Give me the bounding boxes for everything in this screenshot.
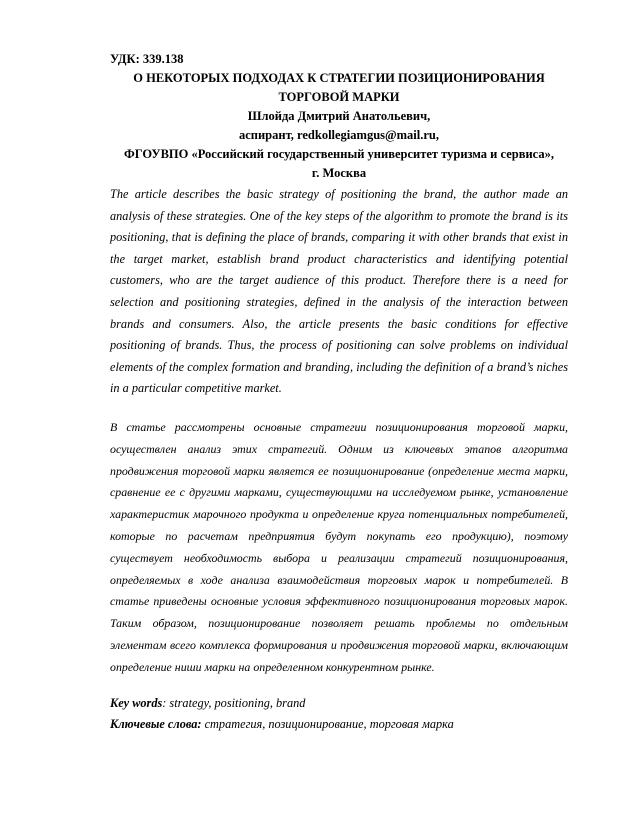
abstract-english: The article describes the basic strategy of positioning the brand, the author made an analysis of these strategies. One of the key steps of the algorithm to promote the brand is its positioning, that is defining the place of brands, comparing it with other brands that exist in the target market, establish brand product characteristics and identifying potential customers, who are the target audience of this product. Therefore there is a need for selection and positioning strategies, defined in the analysis of the interaction between brands and consumers. Also, the article presents the basic conditions for effective positioning of brands. Thus, the process of positioning can solve problems on individual elements of the complex formation and branding, including the definition of a brand’s niches in a particular competitive market. bbox=[110, 187, 568, 396]
abstract-russian: В статье рассмотрены основные стратегии позиционирования торговой марки, осуществлен анализ этих стратегий. Одним из ключевых этапов алгоритма продвижения торговой марки является ее позиционирование (определение места марки, сравнение ее с другими марками, существующими на исследуемом рынке, установление характеристик марочного продукта и определение круга потенциальных потребителей, которые по расчетам предприятия будут покупать его продукцию), поэтому существует необходимость выбора и реализации стратегий позиционирования, определяемых в ходе анализа взаимодействия торговых марок и потребителей. В статье приведены основные условия эффективного позиционирования торговых марок. Таким образом, позиционирование позволяет решать проблемы по отдельным элементам всего комплекса формирования и продвижения торговой марки, включающим определение ниши марки на определенном конкурентном рынке. bbox=[110, 419, 568, 674]
keywords-russian-value: стратегия, позиционирование, торговая марка bbox=[201, 716, 454, 731]
keywords-english-value: : strategy, positioning, brand bbox=[162, 695, 306, 710]
title-line-2: ТОРГОВОЙ МАРКИ bbox=[278, 90, 400, 104]
udc-code: УДК: 339.138 bbox=[110, 52, 184, 66]
keywords-english-label: Key words bbox=[110, 695, 163, 710]
title-line-1: О НЕКОТОРЫХ ПОДХОДАХ К СТРАТЕГИИ ПОЗИЦИОНИРОВАНИЯ bbox=[133, 71, 545, 85]
keywords-russian-label: Ключевые слова: bbox=[110, 716, 202, 731]
author-affiliation: ФГОУВПО «Российский государственный университет туризма и сервиса», bbox=[124, 147, 554, 161]
author-position-email: аспирант, redkollegiamgus@mail.ru, bbox=[238, 128, 439, 142]
keywords-english bbox=[110, 693, 568, 714]
author-name: Шлойда Дмитрий Анатольевич, bbox=[247, 109, 431, 123]
document-page bbox=[110, 50, 568, 735]
author-city: г. Москва bbox=[311, 166, 367, 180]
keywords-russian bbox=[110, 714, 568, 735]
